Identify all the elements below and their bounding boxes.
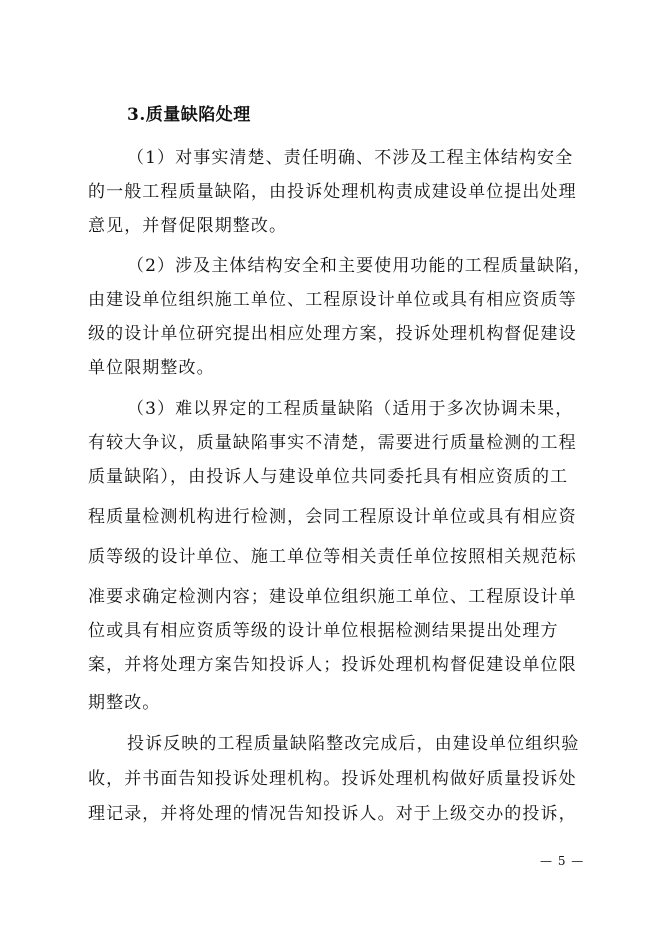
paragraph-1-line-1: （1）对事实清楚、责任明确、不涉及工程主体结构安全 (127, 148, 574, 168)
paragraph-3-line-7: 位或具有相应资质等级的设计单位根据检测结果提出处理方 (88, 621, 559, 641)
paragraph-4-line-1: 投诉反映的工程质量缺陷整改完成后，由建设单位组织验 (127, 734, 580, 754)
page-number: — 5 — (540, 854, 585, 868)
paragraph-3-line-9: 期整改。 (88, 693, 161, 713)
paragraph-2-line-4: 单位限期整改。 (88, 358, 215, 378)
paragraph-4-line-3: 理记录，并将处理的情况告知投诉人。对于上级交办的投诉， (88, 804, 577, 824)
paragraph-3-line-5: 质等级的设计单位、施工单位等相关责任单位按照相关规范标 (88, 547, 577, 567)
paragraph-3-line-4: 程质量检测机构进行检测，会同工程原设计单位或具有相应资 (88, 507, 577, 527)
paragraph-1-line-2: 的一般工程质量缺陷，由投诉处理机构责成建设单位提出处理 (88, 182, 577, 202)
paragraph-3-line-2: 有较大争议，质量缺陷事实不清楚，需要进行质量检测的工程 (88, 433, 577, 453)
paragraph-1-line-3: 意见，并督促限期整改。 (88, 216, 288, 236)
paragraph-4-line-2: 收，并书面告知投诉处理机构。投诉处理机构做好质量投诉处 (88, 769, 577, 789)
paragraph-3-line-3: 质量缺陷），由投诉人与建设单位共同委托具有相应资质的工 (88, 467, 569, 487)
paragraph-2-line-1: （2）涉及主体结构安全和主要使用功能的工程质量缺陷， (127, 256, 592, 276)
paragraph-3-line-6: 准要求确定检测内容；建设单位组织施工单位、工程原设计单 (88, 587, 577, 607)
paragraph-2-line-2: 由建设单位组织施工单位、工程原设计单位或具有相应资质等 (88, 290, 577, 310)
paragraph-3-line-8: 案，并将处理方案告知投诉人；投诉处理机构督促建设单位限 (88, 655, 577, 675)
paragraph-2-line-3: 级的设计单位研究提出相应处理方案，投诉处理机构督促建设 (88, 324, 577, 344)
paragraph-3-line-1: （3）难以界定的工程质量缺陷（适用于多次协调未果， (127, 399, 574, 419)
section-heading: 3.质量缺陷处理 (127, 105, 251, 125)
